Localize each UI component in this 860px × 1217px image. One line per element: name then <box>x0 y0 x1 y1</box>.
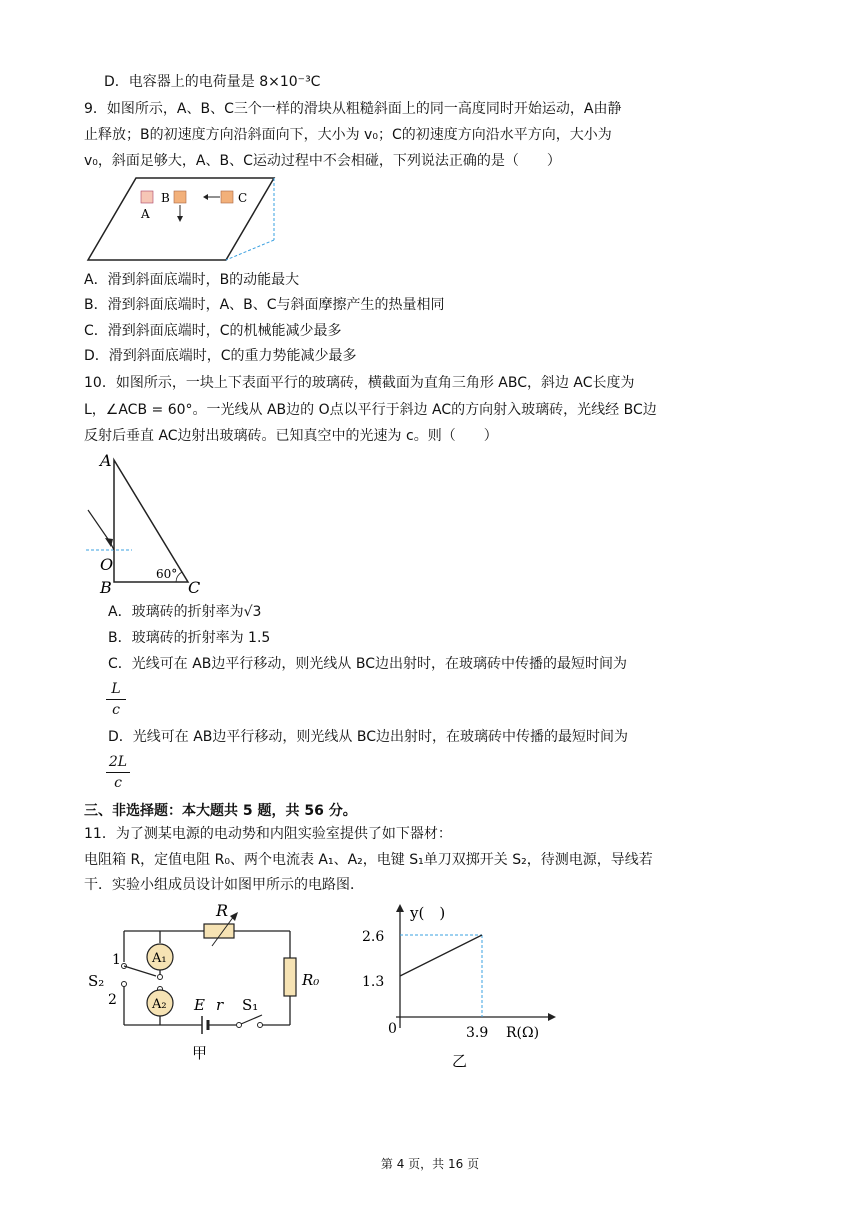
x-tick-label: 3.9 <box>466 1025 489 1041</box>
q10-stem-line1: 10．如图所示，一块上下表面平行的玻璃砖，横截面为直角三角形 ABC，斜边 AC长度为 <box>84 375 635 391</box>
label-s2: S₂ <box>88 972 105 990</box>
incident-ray <box>88 510 110 542</box>
block-b <box>174 191 186 203</box>
fraction-l-over-c: L c <box>106 680 126 719</box>
q10-option-c: C．光线可在 AB边平行移动，则光线从 BC边出射时，在玻璃砖中传播的最短时间为 <box>108 656 627 672</box>
label-a1: A₁ <box>152 951 167 966</box>
q9-stem-line3: v₀，斜面足够大，A、B、C运动过程中不会相碰，下列说法正确的是（ ） <box>84 153 561 169</box>
origin-label: 0 <box>388 1021 397 1037</box>
circuit-diagram <box>84 900 320 1070</box>
block-c <box>221 191 233 203</box>
point-o: O <box>100 555 114 574</box>
q9-option-a: A．滑到斜面底端时，B的动能最大 <box>84 272 300 288</box>
label-internal-r: r <box>216 996 224 1014</box>
fraction-2l-over-c: 2L c <box>106 753 130 792</box>
y-axis-label: y( ) <box>410 904 446 922</box>
x-axis-label: R(Ω) <box>506 1025 540 1041</box>
label-e: E <box>194 996 205 1014</box>
q9-stem-line1: 9．如图所示，A、B、C三个一样的滑块从粗糙斜面上的同一高度同时开始运动，A由静 <box>84 101 622 117</box>
q10-stem-line3: 反射后垂直 AC边射出玻璃砖。已知真空中的光速为 c。则（ ） <box>84 428 498 444</box>
label-r: R <box>216 901 229 920</box>
switch-pos-2: 2 <box>108 992 117 1008</box>
q9-option-c: C．滑到斜面底端时，C的机械能减少最多 <box>84 323 342 339</box>
q10-option-a: A．玻璃砖的折射率为√3 <box>108 604 262 620</box>
triangle-figure <box>84 450 214 600</box>
section-heading: 三、非选择题：本大题共 5 题，共 56 分。 <box>84 803 357 819</box>
q11-stem-line3: 干．实验小组成员设计如图甲所示的电路图． <box>84 877 364 893</box>
switch-s1 <box>237 1023 242 1028</box>
label-s1: S₁ <box>242 996 259 1014</box>
q11-stem-line1: 11．为了测某电源的电动势和内阻实验室提供了如下器材： <box>84 826 452 842</box>
graph <box>360 900 560 1075</box>
q9-option-d: D．滑到斜面底端时，C的重力势能减少最多 <box>84 348 357 364</box>
block-a <box>141 191 153 203</box>
page-footer: 第 4 页，共 16 页 <box>380 1157 480 1171</box>
vertex-b: B <box>100 578 112 597</box>
caption-yi: 乙 <box>452 1052 468 1070</box>
label-a: A <box>141 207 150 221</box>
y-tick-high: 2.6 <box>362 929 385 945</box>
q11-stem-line2: 电阻箱 R，定值电阻 R₀、两个电流表 A₁、A₂，电键 S₁单刀双掷开关 S₂，待测电源，导线若 <box>84 852 653 868</box>
q10-option-d: D．光线可在 AB边平行移动，则光线从 BC边出射时，在玻璃砖中传播的最短时间为 <box>108 729 628 745</box>
data-line <box>400 935 482 976</box>
label-b: B <box>161 191 170 205</box>
q8-option-d: D．电容器上的电荷量是 8×10⁻³C <box>104 74 321 90</box>
label-r0: R₀ <box>302 971 320 989</box>
q10-option-b: B．玻璃砖的折射率为 1.5 <box>108 630 271 646</box>
caption-jia: 甲 <box>192 1044 208 1062</box>
q9-option-b: B．滑到斜面底端时，A、B、C与斜面摩擦产生的热量相同 <box>84 297 445 313</box>
angle-label: 60° <box>156 567 178 581</box>
q10-stem-line2: L，∠ACB = 60°。一光线从 AB边的 O点以平行于斜边 AC的方向射入玻璃砖，光线经 BC边 <box>84 402 657 418</box>
vertex-c: C <box>188 578 201 597</box>
incline-figure <box>84 176 284 266</box>
switch-pos-1: 1 <box>112 952 121 968</box>
y-tick-low: 1.3 <box>362 974 385 990</box>
q9-stem-line2: 止释放；B的初速度方向沿斜面向下，大小为 v₀；C的初速度方向沿水平方向，大小为 <box>84 127 612 143</box>
label-c: C <box>238 191 248 205</box>
resistor-r0 <box>284 958 296 996</box>
label-a2: A₂ <box>152 997 167 1012</box>
vertex-a: A <box>100 451 112 470</box>
